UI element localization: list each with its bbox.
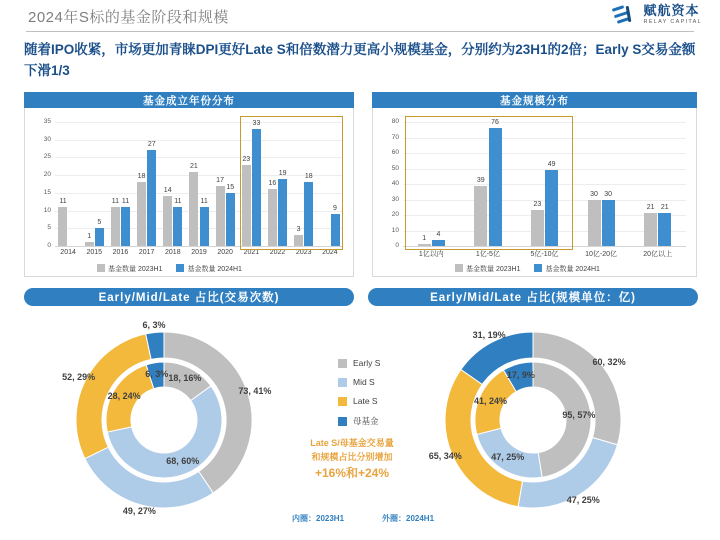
- donut-svg: [24, 312, 354, 528]
- x-axis-tick: 1亿以内: [418, 251, 444, 258]
- logo-name-en: RELAY CAPITAL: [643, 18, 702, 25]
- bar-value-label: 5: [97, 219, 102, 227]
- x-axis-tick: 1亿-5亿: [475, 251, 500, 258]
- footnote-inner: 内圈：2023H1: [292, 514, 345, 523]
- size-bar-chart: [373, 108, 696, 276]
- panel-count-title: Early/Mid/Late 占比(交易次数): [24, 288, 354, 306]
- stage-count-donut: [24, 312, 354, 528]
- logo-name-cn: 赋航资本: [643, 3, 700, 19]
- bar: [147, 150, 156, 246]
- legend-label-fof: 母基金: [353, 416, 379, 426]
- panel-stage-count: [24, 288, 354, 528]
- legend-swatch-early: [338, 359, 347, 368]
- bar-value-label: 11: [200, 198, 208, 206]
- bar: [58, 207, 67, 246]
- bar-value-label: 3: [296, 226, 301, 234]
- donut-data-label: 47, 25%: [491, 452, 525, 463]
- bar: [216, 186, 225, 246]
- y-axis-tick: 10: [391, 226, 399, 234]
- legend-swatch-late: [338, 397, 347, 406]
- x-axis-tick: 2016: [112, 249, 129, 256]
- y-axis-tick: 0: [47, 242, 51, 249]
- donut-data-label: 41, 24%: [473, 396, 508, 407]
- note-line-2: 和规模占比分别增加: [311, 451, 393, 462]
- panel-vintage-title: 基金成立年份分布: [24, 92, 354, 108]
- bar-value-label: 27: [147, 141, 156, 149]
- x-axis-tick: 2014: [60, 249, 76, 256]
- y-axis-tick: 50: [391, 164, 399, 172]
- bar: [85, 242, 94, 246]
- chart-legend: [97, 264, 242, 274]
- x-axis-tick: 2024: [322, 249, 338, 256]
- bar: [644, 213, 657, 246]
- company-logo: [612, 4, 702, 26]
- legend-item: 基金数量 2023H1: [97, 264, 162, 274]
- bar-value-label: 21: [189, 162, 198, 170]
- donut-data-label: 68, 60%: [166, 456, 200, 467]
- highlight-box: [240, 116, 343, 250]
- bar-value-label: 11: [121, 198, 130, 206]
- chart-legend: [455, 264, 600, 274]
- bar-value-label: 49: [547, 161, 556, 169]
- panel-vintage-distribution: [24, 92, 354, 277]
- donut-data-label: 47, 25%: [566, 494, 600, 505]
- bar-value-label: 21: [660, 204, 669, 212]
- bar: [121, 207, 130, 246]
- y-axis-tick: 10: [43, 206, 51, 214]
- legend-item-fof: [338, 415, 380, 427]
- footnote-outer: 外圈：2024H1: [382, 514, 435, 523]
- x-axis-tick: 2023: [295, 249, 312, 256]
- bar: [189, 172, 198, 246]
- y-axis-tick: 80: [391, 118, 399, 125]
- outer-ring-2024: [76, 332, 252, 508]
- bar-value-label: 4: [436, 230, 441, 238]
- x-axis-tick: 2015: [86, 249, 103, 256]
- bar-value-label: 16: [268, 180, 277, 188]
- logo-mark-icon: [612, 4, 638, 26]
- bar-value-label: 11: [59, 198, 67, 206]
- x-axis-tick: 2020: [217, 249, 233, 256]
- y-axis-tick: 15: [43, 188, 51, 196]
- donut-data-label: 17, 9%: [506, 369, 535, 380]
- bar-value-label: 1: [87, 233, 92, 241]
- y-axis-tick: 70: [391, 133, 399, 141]
- legend-item: 基金数量 2024H1: [534, 264, 599, 274]
- legend-item: 基金数量 2024H1: [176, 264, 241, 274]
- bar-value-label: 30: [604, 190, 613, 198]
- donut-data-label: 31, 19%: [472, 329, 506, 340]
- x-axis-tick: 10亿-20亿: [585, 251, 618, 258]
- bar: [173, 207, 182, 246]
- stage-amount-donut: [368, 312, 698, 528]
- y-axis-tick: 5: [47, 224, 51, 232]
- x-axis-tick: 5亿-10亿: [530, 251, 559, 258]
- bar: [200, 207, 209, 246]
- y-axis-tick: 60: [391, 149, 399, 156]
- donut-data-label: 6, 3%: [142, 319, 166, 330]
- donut-data-label: 65, 34%: [428, 450, 462, 461]
- bar-value-label: 19: [278, 169, 287, 177]
- page-header: [0, 0, 720, 34]
- legend-item-early: [338, 358, 380, 368]
- donut-svg: [368, 312, 698, 528]
- vintage-bar-chart: [25, 108, 353, 276]
- donut-data-label: 6, 3%: [145, 368, 169, 379]
- y-axis-tick: 30: [43, 135, 51, 143]
- legend-swatch-fof: [338, 417, 347, 426]
- x-axis-tick: 2022: [269, 249, 286, 256]
- bar-value-label: 11: [111, 198, 119, 206]
- bar-value-label: 18: [304, 173, 313, 181]
- bar: [111, 207, 120, 246]
- y-axis-tick: 20: [391, 211, 399, 218]
- bar-value-label: 39: [476, 176, 485, 184]
- highlight-note: [292, 437, 412, 482]
- panel-amount-title: Early/Mid/Late 占比(规模单位：亿): [368, 288, 698, 306]
- bar: [602, 200, 615, 247]
- bar-value-label: 1: [422, 235, 427, 243]
- y-axis-tick: 30: [391, 195, 399, 203]
- bar-value-label: 18: [137, 173, 146, 181]
- y-axis-tick: 25: [43, 153, 51, 161]
- legend-item: 基金数量 2023H1: [455, 264, 520, 274]
- bar-value-label: 17: [216, 176, 224, 184]
- bar-value-label: 21: [646, 204, 655, 212]
- donut-data-label: 18, 16%: [168, 373, 202, 383]
- bar-value-label: 14: [163, 187, 172, 195]
- donut-data-label: 49, 27%: [122, 505, 156, 516]
- bar-value-label: 30: [590, 190, 598, 198]
- bar-value-label: 76: [491, 119, 499, 127]
- x-axis-tick: 2017: [138, 249, 155, 256]
- highlight-box: [405, 116, 573, 250]
- bar-value-label: 11: [174, 198, 182, 206]
- donut-data-label: 95, 57%: [562, 410, 596, 421]
- x-axis-tick: 20亿以上: [643, 251, 673, 258]
- donut-data-label: 28, 24%: [107, 391, 141, 401]
- y-axis-tick: 20: [43, 171, 51, 179]
- y-axis-tick: 0: [395, 242, 399, 249]
- legend-label-early: Early S: [353, 358, 381, 368]
- y-axis-tick: 35: [43, 118, 51, 125]
- bar-value-label: 33: [252, 120, 261, 128]
- page-title: 2024年S标的基金阶段和规模: [28, 9, 229, 26]
- x-axis-tick: 2019: [191, 249, 207, 256]
- bar-value-label: 23: [533, 201, 542, 209]
- bar-value-label: 23: [242, 155, 251, 163]
- header-divider: [26, 31, 694, 32]
- legend-label-late: Late S: [353, 396, 378, 406]
- bar: [95, 228, 104, 246]
- x-axis-tick: 2018: [165, 249, 181, 256]
- y-axis-tick: 40: [391, 180, 399, 187]
- bar-value-label: 9: [333, 205, 337, 213]
- note-line-1: Late S/母基金交易量: [310, 438, 394, 448]
- bar-value-label: 15: [226, 183, 235, 191]
- panel-stage-amount: [368, 288, 698, 528]
- bar: [137, 182, 146, 246]
- panel-size-distribution: [372, 92, 697, 277]
- note-line-3: +16%和+24%: [314, 466, 390, 480]
- bar: [658, 213, 671, 246]
- legend-label-mid: Mid S: [353, 377, 375, 387]
- legend-swatch-mid: [338, 378, 347, 387]
- stage-legend: [338, 358, 380, 436]
- bar: [588, 200, 601, 247]
- panel-size-title: 基金规模分布: [372, 92, 697, 108]
- donut-data-label: 52, 29%: [62, 372, 96, 383]
- donut-data-label: 73, 41%: [238, 386, 272, 397]
- lead-paragraph: 随着IPO收紧，市场更加青睐DPI更好Late S和倍数潜力更高小规模基金，分别约为23H1的2倍；Early S交易金额下滑1/3: [24, 42, 696, 78]
- legend-item-mid: [338, 377, 380, 387]
- legend-item-late: [338, 396, 380, 406]
- donut-data-label: 60, 32%: [592, 357, 626, 368]
- x-axis-tick: 2021: [243, 249, 260, 256]
- bar: [226, 193, 235, 246]
